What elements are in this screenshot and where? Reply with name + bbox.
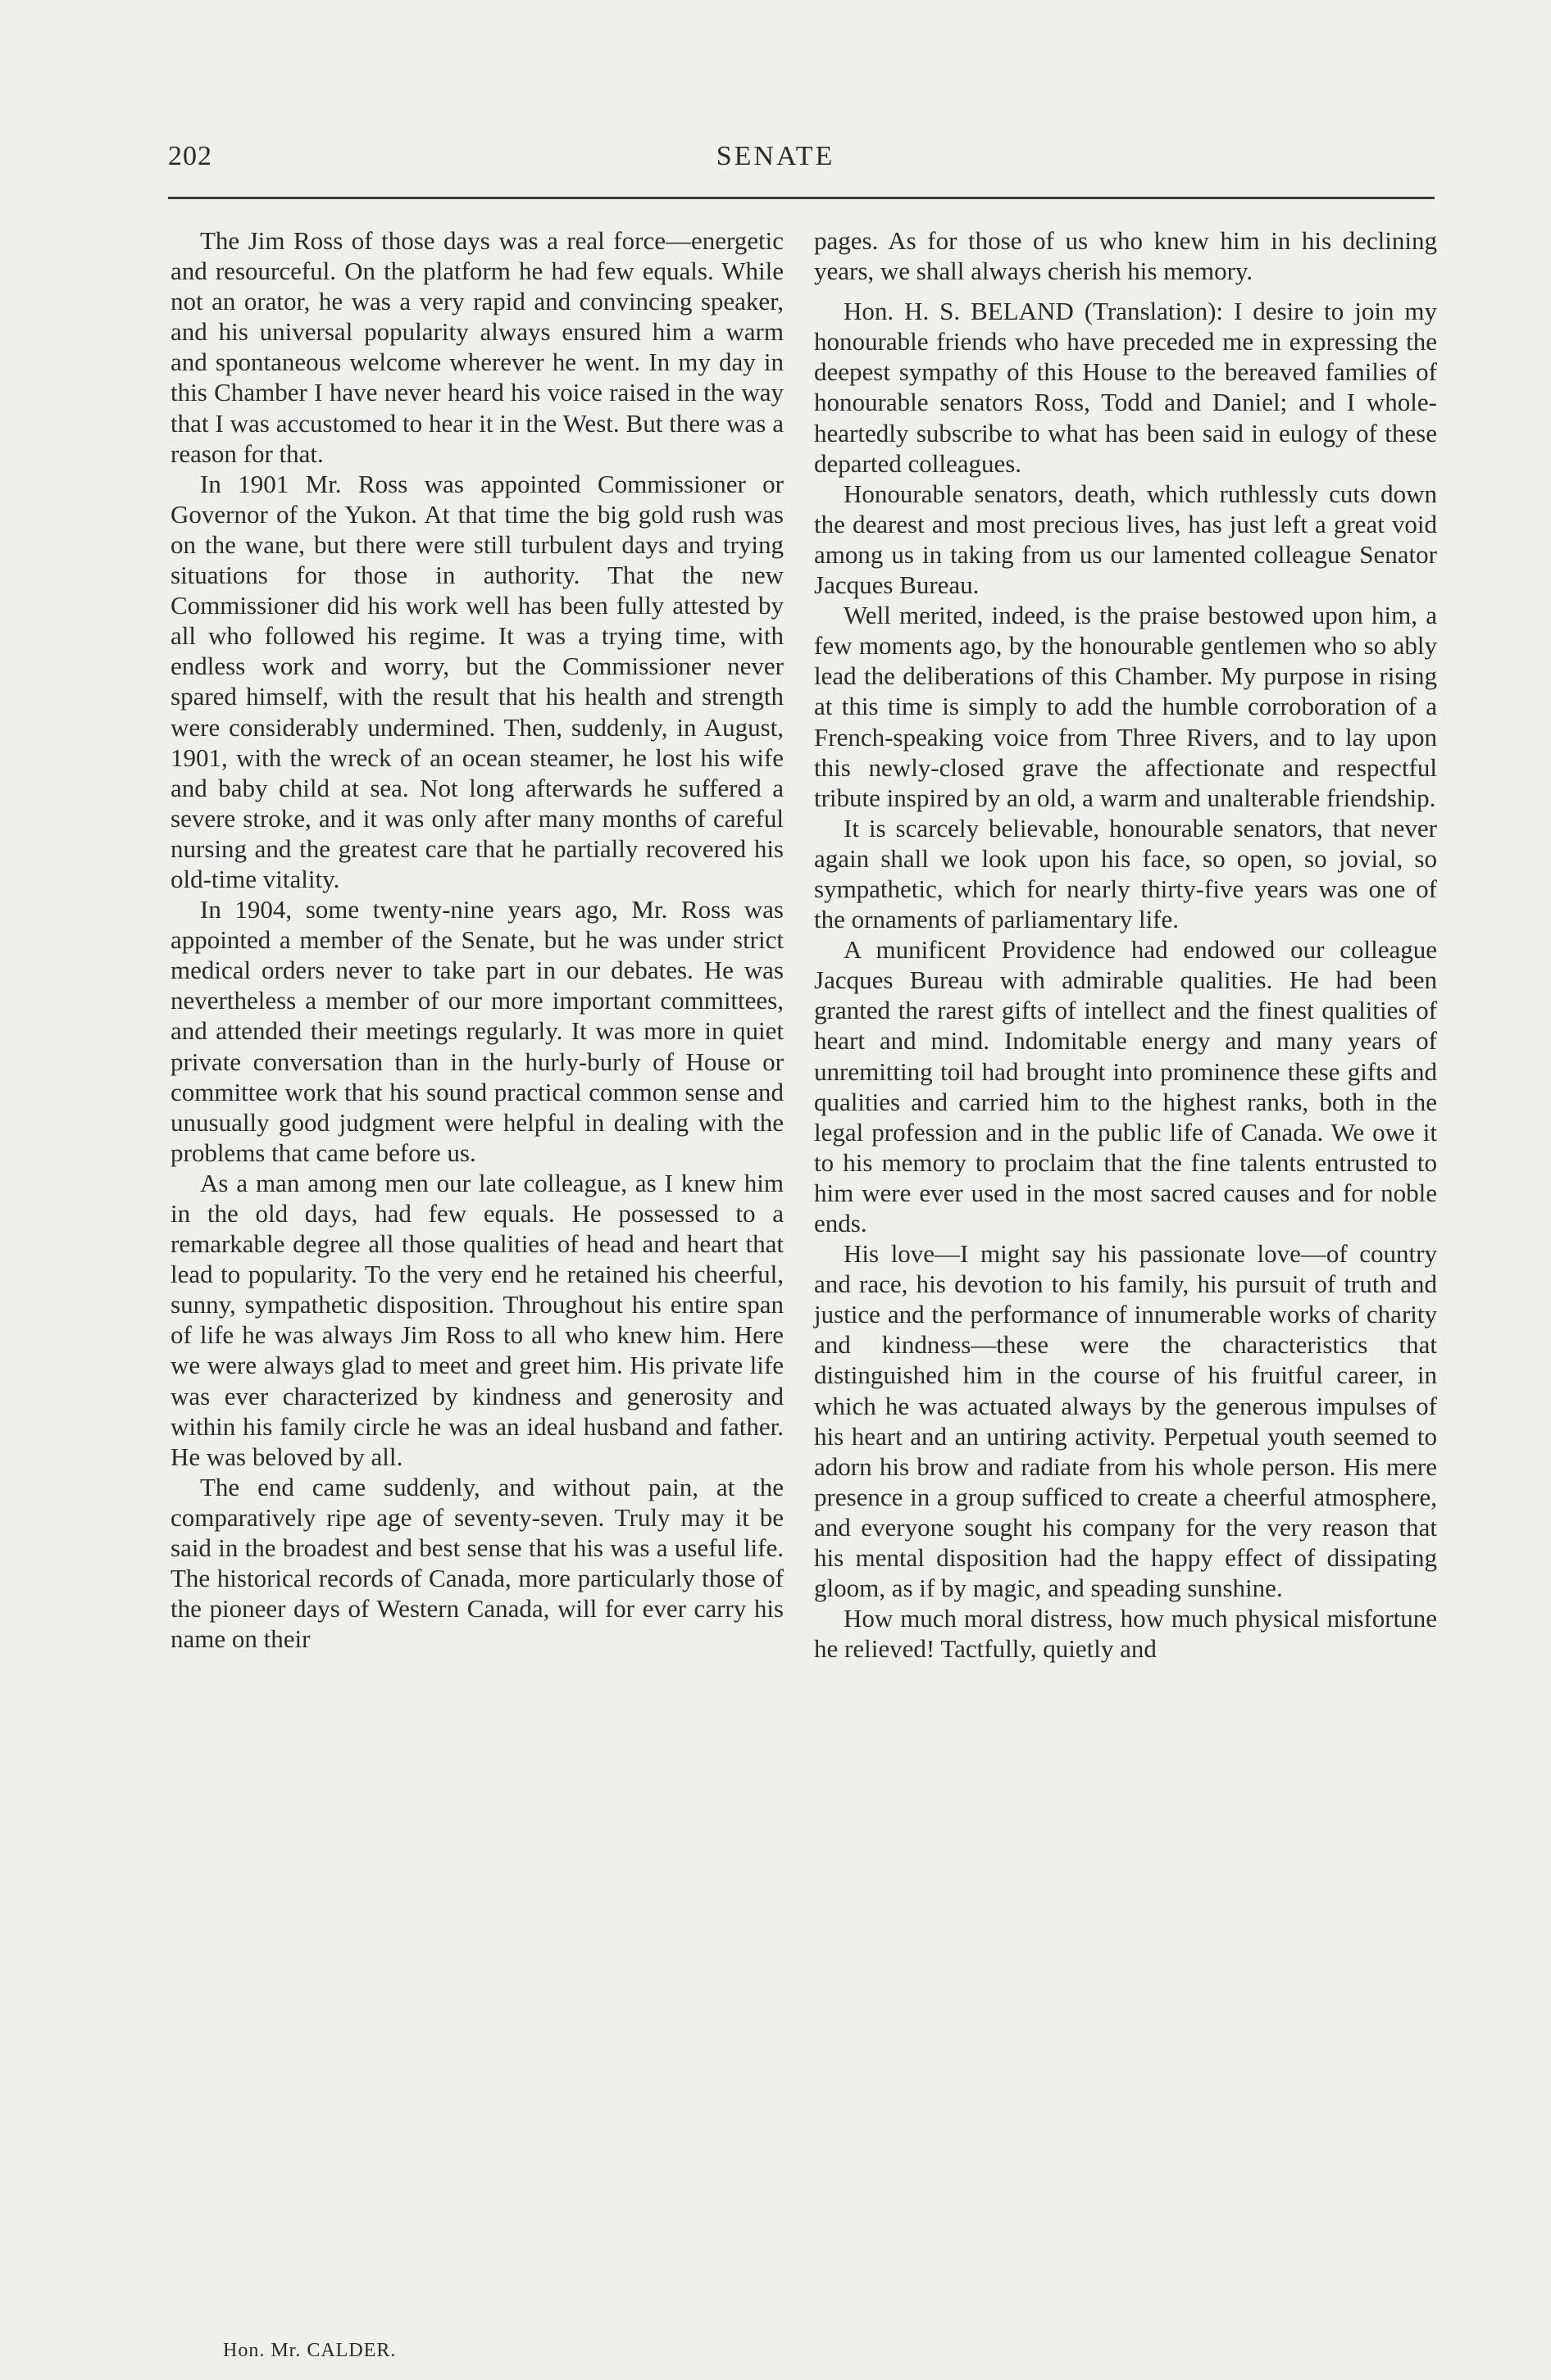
paragraph: Honourable senators, death, which ruthlessly cuts down the dearest and most precious lives, has just left a great void among us in taking from us our lamented colleague Senator Jacques Bureau.: [814, 479, 1437, 600]
right-column: [814, 225, 1437, 1664]
paragraph: The Jim Ross of those days was a real force—energetic and resourceful. On the platform he had few equals. While not an orator, he was a very rapid and convincing speaker, and his universal popularity always ensured him a warm and spontaneous welcome wherever he went. In my day in this Chamber I have never heard his voice raised in the way that I was accustomed to hear it in the West. But there was a reason for that.: [171, 226, 784, 468]
paragraph: In 1901 Mr. Ross was appointed Commissioner or Governor of the Yukon. At that time the big gold rush was on the wane, but there were still turbulent days and trying situations for those in authority. That the new Commissioner did his work well has been fully attested by all who followed his regime. It was a trying time, with endless work and worry, but the Commissioner never spared himself, with the result that his health and strength were considerably undermined. Then, suddenly, in August, 1901, with the wreck of an ocean steamer, he lost his wife and baby child at sea. Not long afterwards he suffered a severe stroke, and it was only after many months of careful nursing and the greatest care that he partially recovered his old-time vitality.: [171, 469, 784, 893]
paragraph: The end came suddenly, and without pain, at the comparatively ripe age of seventy-seven. Truly may it be said in the broadest and best sense that his was a useful life. The historical records of Canada, more particularly those of the pioneer days of Western Canada, will for ever carry his name on their: [171, 1472, 784, 1654]
paragraph: As a man among men our late colleague, as I knew him in the old days, had few equals. He possessed to a remarkable degree all those qualities of head and heart that lead to popularity. To the very end he retained his cheerful, sunny, sympathetic disposition. Throughout his entire span of life he was always Jim Ross to all who knew him. Here we were always glad to meet and greet him. His private life was ever characterized by kindness and generosity and within his family circle he was an ideal husband and father. He was beloved by all.: [171, 1168, 784, 1471]
page-number: 202: [168, 141, 212, 171]
paragraph: How much moral distress, how much physical misfortune he relieved! Tactfully, quietly and: [814, 1604, 1437, 1664]
paragraph: A munificent Providence had endowed our colleague Jacques Bureau with admirable qualities. He had been granted the rarest gifts of intellect and the finest qualities of heart and mind. Indomitable energy and many years of unremitting toil had brought into prominence these gifts and qualities and carried him to the highest ranks, both in the legal profession and in the public life of Canada. We owe it to his memory to proclaim that the fine talents entrusted to him were ever used in the most sacred causes and for noble ends.: [814, 935, 1437, 1238]
paragraph: In 1904, some twenty-nine years ago, Mr. Ross was appointed a member of the Senate, but he was under strict medical orders never to take part in our debates. He was nevertheless a member of our more important committees, and attended their meetings regularly. It was more in quiet private conversation than in the hurly-burly of House or committee work that his sound practical common sense and unusually good judgment were helpful in dealing with the problems that came before us.: [171, 895, 784, 1167]
continued-paragraph: pages. As for those of us who knew him in his declining years, we shall always cherish his memory.: [814, 226, 1437, 286]
paragraph: His love—I might say his passionate love—of country and race, his devotion to his family, his pursuit of truth and justice and the performance of innumerable works of charity and kindness—these were the characteristics that distinguished him in the course of his fruitful career, in which he was actuated always by the generous impulses of his heart and an untiring activity. Perpetual youth seemed to adorn his brow and radiate from his whole person. His mere presence in a group sufficed to create a cheerful atmosphere, and everyone sought his company for the very reason that his mental disposition had the happy effect of dissipating gloom, as if by magic, and speading sunshine.: [814, 1239, 1437, 1603]
paragraph: Well merited, indeed, is the praise bestowed upon him, a few moments ago, by the honourable gentlemen who so ably lead the deliberations of this Chamber. My purpose in rising at this time is simply to add the humble corroboration of a French-speaking voice from Three Rivers, and to lay upon this newly-closed grave the affectionate and respectful tribute inspired by an old, a warm and unalterable friendship.: [814, 601, 1437, 812]
speaker-paragraph: Hon. H. S. BELAND (Translation): I desire to join my honourable friends who have preceded me in expressing the deepest sympathy of this House to the bereaved families of honourable senators Ross, Todd and Daniel; and I whole-heartedly subscribe to what has been said in eulogy of these departed colleagues.: [814, 297, 1437, 478]
paragraph: It is scarcely believable, honourable senators, that never again shall we look upon his face, so open, so jovial, so sympathetic, which for nearly thirty-five years was one of the ornaments of parliamentary life.: [814, 813, 1437, 934]
left-column: [171, 225, 784, 1654]
footer-speaker-attribution: Hon. Mr. CALDER.: [223, 2340, 397, 2361]
running-head: SENATE: [716, 141, 835, 171]
header-rule: [168, 197, 1435, 199]
